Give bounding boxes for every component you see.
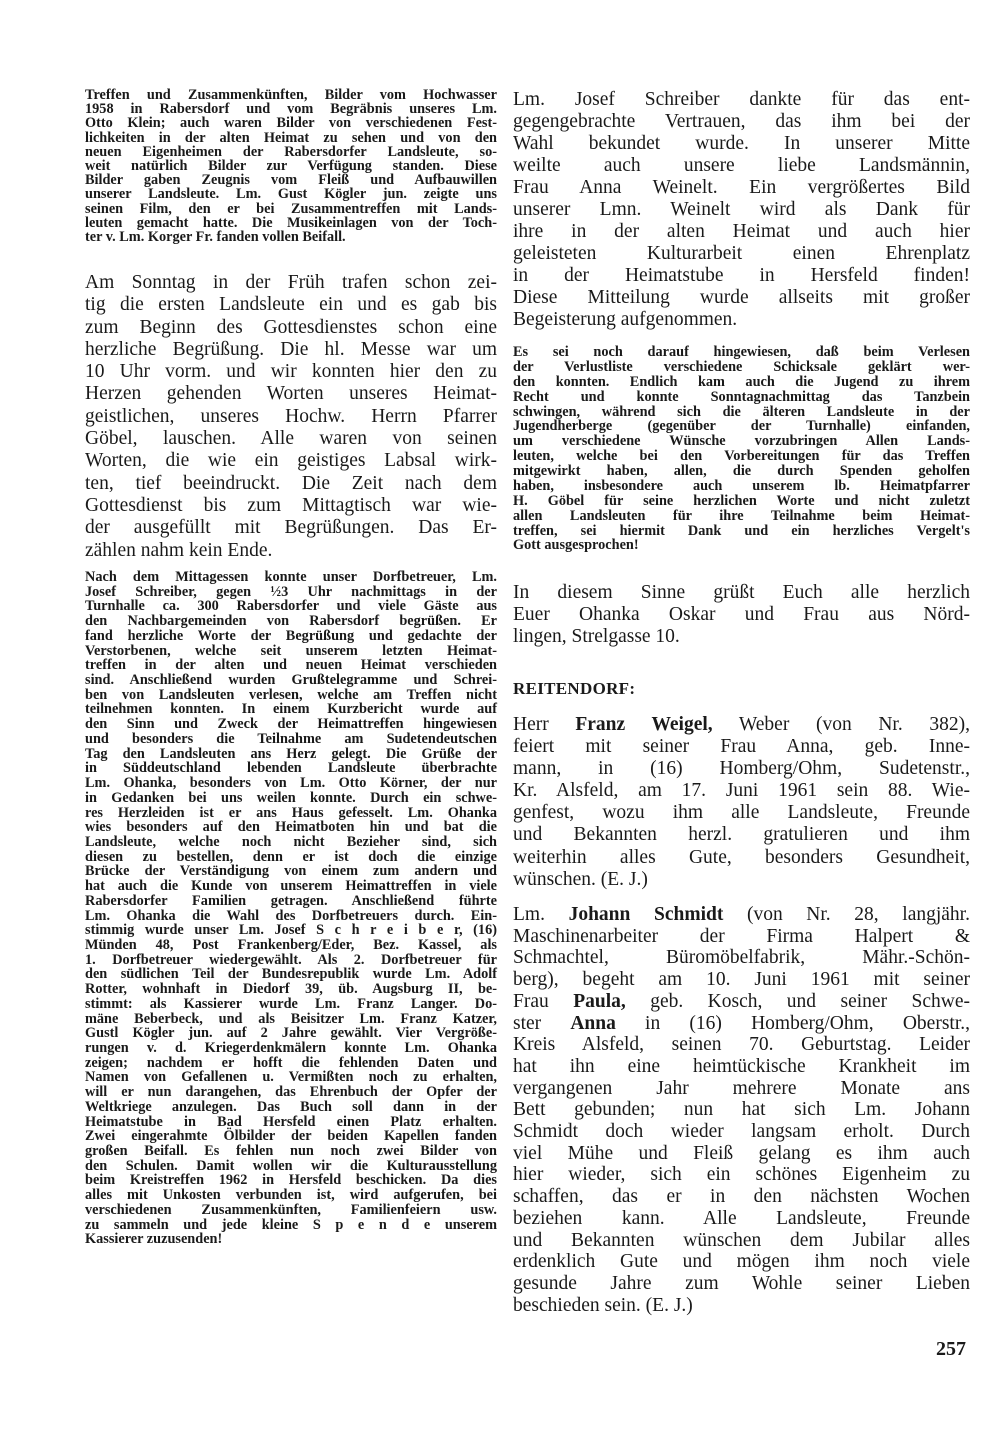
section-heading-reitendorf: REITENDORF: bbox=[513, 679, 636, 698]
text-line: Rotter, wohnhaft in Diedorf 39, üb. Augsburg II, be- bbox=[85, 981, 497, 998]
text-line: neuen Eigenheimen der Rabersdorfer Landsleute, so- bbox=[85, 143, 497, 160]
text-line: vergangenen Jahr mehrere Monate ans bbox=[513, 1077, 970, 1099]
bold-name: Franz Weigel, bbox=[575, 714, 713, 735]
text-line: weit natürlich Bilder zur Verfügung standen. Diese bbox=[85, 158, 497, 175]
text-line: alles mit Unkosten verbunden ist, wird aufgerufen, bei bbox=[85, 1187, 497, 1204]
text-line: der ausgefüllt mit Begrüßungen. Das Er- bbox=[85, 517, 497, 539]
text-line: Göbel, lauschen. Alle waren von seinen bbox=[85, 428, 497, 450]
text-line: geistlichen, unseres Hochw. Herrn Pfarrer bbox=[85, 405, 497, 427]
text-line: beziehen kann. Alle Landsleute, Freunde bbox=[513, 1207, 970, 1229]
text-line: Verstorbenen, welche seit unserem letzten Heimat- bbox=[85, 642, 497, 659]
paragraph-afternoon-meeting bbox=[85, 570, 497, 1247]
text-line: Bilder gaben Zeugnis vom Fleiß und Aufbauwillen bbox=[85, 172, 497, 189]
text-line: den Nachbargemeinden von Rabersdorf begrüßen. Er bbox=[85, 613, 497, 630]
text-line: zu sammeln und jede kleine S p e n d e unserem bbox=[85, 1216, 497, 1233]
text-segment: ster bbox=[513, 1012, 571, 1034]
text-line: tig die ersten Landsleute ein und es gab bis bbox=[85, 294, 497, 316]
text-line: wünschen. (E. J.) bbox=[513, 868, 648, 890]
text-line: den konnten. Endlich kam auch die Jugend zu ihrem bbox=[513, 373, 970, 390]
text-line: Schmidt doch wieder langsam erholt. Durch bbox=[513, 1121, 970, 1143]
text-line: Namen von Gefallenen u. Vermißten noch zu erhalten, bbox=[85, 1069, 497, 1086]
text-line: mitgewirkt haben, allen, die durch Spenden geholfen bbox=[513, 463, 970, 479]
text-line: und Bekannten wünschen dem Jubilar alles bbox=[513, 1229, 970, 1251]
text-line: Maschinenarbeiter der Firma Halpert & bbox=[513, 925, 970, 947]
text-line: berg), begeht am 10. Juni 1961 mit seiner bbox=[513, 969, 970, 991]
text-line: mann, in (16) Homberg/Ohm, Sudetenstr., bbox=[513, 758, 970, 780]
text-segment: Lm. bbox=[513, 904, 569, 925]
text-line: Frau Anna Weinelt. Ein vergrößertes Bild bbox=[513, 177, 970, 198]
text-line: Lm. Ohanka, besonders von Lm. Otto Körner, der nur bbox=[85, 775, 497, 792]
text-line: Zwei eingerahmte Ölbilder der beiden Kapellen fanden bbox=[85, 1128, 497, 1145]
text-line: in Gedanken bei uns weilen konnte. Durch ein schwe- bbox=[85, 789, 497, 806]
text-line: ben von Landsleuten verlesen, welche am Treffen nicht bbox=[85, 686, 497, 703]
text-line: leuten, welche bei den Vorbereitungen für das Treffen bbox=[513, 448, 970, 465]
text-line: den Sinn und Zweck der Heimattreffen hingewiesen bbox=[85, 716, 497, 733]
text-line: in Süddeutschland lebenden Landsleute überbrachte bbox=[85, 760, 497, 777]
text-line: gegengebrachte Vertrauen, das ihm bei der bbox=[513, 111, 970, 132]
text-line: um verschiedene Wünsche vorzubringen Allen Lands- bbox=[513, 433, 970, 450]
text-line: hat auch die Kunde von unserem Heimattreffen in viele bbox=[85, 878, 497, 895]
text-line: Schmachtel, Büromöbelfabrik, Mähr.-Schön- bbox=[513, 947, 970, 969]
text-segment: geb. Kosch, und seiner Schwe- bbox=[625, 990, 970, 1012]
text-line: treffen in der alten und neuen Heimat verschieden bbox=[85, 657, 497, 674]
text-line: 10 Uhr vorm. und wir konnten hier den zu bbox=[85, 361, 497, 383]
text-line: Kr. Alsfeld, am 17. Juni 1961 sein 88. Wie- bbox=[513, 780, 970, 802]
text-line: unserer Lmn. Weinelt wird als Dank für bbox=[513, 199, 970, 220]
text-line: beim Kreistreffen 1962 in Hersfeld beschicken. Da dies bbox=[85, 1172, 497, 1189]
bold-name: Anna bbox=[570, 1012, 616, 1034]
text-line: Diese Mitteilung wurde allseits mit großer bbox=[513, 287, 970, 308]
text-line: Herzen gehenden Worten unseres Heimat- bbox=[85, 383, 497, 405]
text-line: und Bekannten herzl. gratulieren und ihm bbox=[513, 824, 970, 846]
text-line: und besonders die Teilnahme am Sudetendeutschen bbox=[85, 730, 497, 747]
paragraph-closing-notes bbox=[513, 345, 970, 553]
text-line: zum Beginn des Gottesdienstes schon eine bbox=[85, 316, 497, 338]
text-line: feiert mit seiner Frau Anna, geb. Inne- bbox=[513, 736, 970, 758]
text-segment: in (16) Homberg/Ohm, Oberstr., bbox=[615, 1012, 970, 1034]
text-line: Am Sonntag in der Früh trafen schon zei- bbox=[85, 272, 497, 293]
text-line: lichkeiten in der alten Heimat zu sehen und von den bbox=[85, 129, 497, 146]
text-line: unserer Landsleute. Lm. Gust Kögler jun. zeigte uns bbox=[85, 186, 497, 203]
text-line: leuten gemacht hatte. Die Musikeinlagen von der Toch- bbox=[85, 214, 497, 231]
text-line: zeigen; nachdem er hofft die fehlenden Daten und bbox=[85, 1054, 497, 1071]
text-line: genfest, wozu ihm alle Landsleute, Freunde bbox=[513, 802, 970, 824]
text-line: den südlichen Teil der Bundesrepublik wurde Lm. Adolf bbox=[85, 966, 497, 983]
text-line: Lm. Ohanka die Wahl des Dorfbetreuers durch. Ein- bbox=[85, 907, 497, 924]
text-line: haben, insbesondere auch unserem lb. Heimatpfarrer bbox=[513, 477, 970, 494]
text-line: geleisteten Kulturarbeit einen Ehrenplatz bbox=[513, 243, 970, 264]
paragraph-photo-show bbox=[85, 88, 497, 244]
text-line: Heimatstube in Bad Hersfeld einen Platz erhalten. bbox=[85, 1113, 497, 1130]
paragraph-franz-weigel bbox=[513, 714, 970, 891]
paragraph-greeting-signoff bbox=[513, 582, 970, 648]
text-line: seinen Film, den er bei Zusammentreffen mit Lands- bbox=[85, 200, 497, 217]
text-line: ten, tief beeindruckt. Die Zeit nach dem bbox=[85, 472, 497, 494]
text-line: Treffen und Zusammenkünften, Bilder vom Hochwasser bbox=[85, 87, 497, 103]
text-line: Landsleute, welche noch nicht Bezieher sind, sich bbox=[85, 833, 497, 850]
text-line: Gottesdienst bis zum Mittagtisch war wie- bbox=[85, 494, 497, 516]
text-line: Tag den Landsleuten ans Herz gelegt. Die Grüße der bbox=[85, 745, 497, 762]
text-line: erdenklich Gute und mögen ihm noch viele bbox=[513, 1251, 970, 1273]
text-line: stimmig wurde unser Lm. Josef S c h r e i b e r, (16) bbox=[85, 922, 497, 939]
text-line: hier wieder, sich ein schönes Eigenheim zu bbox=[513, 1164, 970, 1186]
text-line: in der Heimatstube in Hersfeld finden! bbox=[513, 265, 970, 286]
text-line: treffen, sei hiermit Dank und ein herzliches Vergelt's bbox=[513, 522, 970, 539]
text-line: Brücke der Verständigung von einem zum andern und bbox=[85, 863, 497, 880]
text-line: Kreis Alsfeld, seinen 70. Geburtstag. Leider bbox=[513, 1034, 970, 1056]
text-line: In diesem Sinne grüßt Euch alle herzlich bbox=[513, 582, 970, 603]
text-line: weilte auch unsere liebe Landsmännin, bbox=[513, 155, 970, 176]
text-line: Bett gebunden; nun hat sich Lm. Johann bbox=[513, 1099, 970, 1121]
text-line: Kassierer zuzusenden! bbox=[85, 1231, 223, 1248]
text-line bbox=[513, 991, 970, 1013]
text-line: 1958 in Rabersdorf und vom Begräbnis unseres Lm. bbox=[85, 101, 497, 118]
text-line: Josef Schreiber, gegen ½3 Uhr nachmittags in der bbox=[85, 583, 497, 600]
text-segment: Frau bbox=[513, 990, 574, 1012]
text-segment: Weber (von Nr. 382), bbox=[712, 714, 970, 735]
text-line: gesunde Jahre zum Wohle seiner Lieben bbox=[513, 1272, 970, 1294]
paragraph-sunday-mass bbox=[85, 272, 497, 562]
text-line: Recht und konnte Sonntagnachmittag das Tanzbein bbox=[513, 388, 970, 405]
text-segment: Herr bbox=[513, 714, 576, 735]
text-line: Lm. Josef Schreiber dankte für das ent- bbox=[513, 89, 970, 110]
text-line: wies besonders auf den Heimatboten hin und bat die bbox=[85, 819, 497, 836]
text-line: Rabersdorfer Familien getragen. Anschließend führte bbox=[85, 892, 497, 909]
text-line: H. Göbel für seine herzlichen Worte und nicht zuletzt bbox=[513, 492, 970, 509]
text-line: Worten, die wie ein geistiges Labsal wirk- bbox=[85, 450, 497, 472]
text-line: fand herzliche Worte der Begrüßung und gedachte der bbox=[85, 627, 497, 644]
text-line: mäne Beberbeck, und als Beisitzer Lm. Franz Katzer, bbox=[85, 1010, 497, 1027]
text-line: schaffen, das er in den nächsten Wochen bbox=[513, 1186, 970, 1208]
text-line: Jugendherberge (gegenüber der Turnhalle) einfanden, bbox=[513, 418, 970, 435]
text-line: Münden 48, Post Frankenberg/Eder, Bez. Kassel, als bbox=[85, 936, 497, 953]
text-line: allen Landsleuten für ihre Teilnahme beim Heimat- bbox=[513, 507, 970, 524]
text-line: Turnhalle ca. 300 Rabersdorfer und viele Gäste aus bbox=[85, 598, 497, 615]
text-line: der Verlustliste verschiedene Schicksale geklärt wer- bbox=[513, 358, 970, 375]
text-line: ter v. Lm. Korger Fr. fanden vollen Beifall. bbox=[85, 229, 346, 246]
text-line: hat ihn eine heimtückische Krankheit im bbox=[513, 1055, 970, 1077]
text-line: den Schulen. Damit wollen wir die Kulturausstellung bbox=[85, 1157, 497, 1174]
text-line bbox=[513, 1013, 970, 1035]
text-line: teilnehmen konnten. In einem Kurzbericht wurde auf bbox=[85, 701, 497, 718]
bold-name: Paula, bbox=[573, 990, 626, 1012]
text-line: Wahl bekundet wurde. In unserer Mitte bbox=[513, 133, 970, 154]
text-line: herzliche Begrüßung. Die hl. Messe war um bbox=[85, 338, 497, 360]
text-line: großen Beifall. Es fehlen nun noch zwei Bilder von bbox=[85, 1143, 497, 1160]
text-line: beschieden sein. (E. J.) bbox=[513, 1294, 693, 1316]
text-line: rungen v. d. Kriegerdenkmälern konnte Lm. Ohanka bbox=[85, 1040, 497, 1056]
paragraph-thanks-schreiber bbox=[513, 89, 970, 331]
text-line: lingen, Strelgasse 10. bbox=[513, 626, 680, 647]
text-segment: (von Nr. 28, langjähr. bbox=[723, 904, 970, 925]
bold-name: Johann Schmidt bbox=[568, 904, 724, 925]
text-line: Nach dem Mittagessen konnte unser Dorfbetreuer, Lm. bbox=[85, 569, 497, 585]
text-line: diesen zu bestellen, denn er ist doch die einzige bbox=[85, 848, 497, 865]
text-line: Otto Klein; auch waren Bilder von verschiedenen Fest- bbox=[85, 115, 497, 132]
text-line: Euer Ohanka Oskar und Frau aus Nörd- bbox=[513, 604, 970, 625]
text-line: sind. Anschließend wurden Grußtelegramme und Schrei- bbox=[85, 672, 497, 689]
paragraph-johann-schmidt bbox=[513, 904, 970, 1316]
text-line: schwingen, während sich die älteren Landsleute in der bbox=[513, 403, 970, 420]
text-line: ihre in der alten Heimat und auch hier bbox=[513, 221, 970, 242]
text-line: Gustl Kögler jun. auf 2 Jahre gewählt. Vier Vergröße- bbox=[85, 1025, 497, 1042]
text-line bbox=[513, 904, 970, 926]
page-number: 257 bbox=[936, 1338, 966, 1360]
text-line: Begeisterung aufgenommen. bbox=[513, 309, 738, 330]
text-line: viel Mühe und Fleiß gelang es ihm auch bbox=[513, 1142, 970, 1164]
text-line: zählen nahm kein Ende. bbox=[85, 539, 273, 561]
text-line: 1. Dorfbetreuer wiedergewählt. Als 2. Dorfbetreuer für bbox=[85, 951, 497, 968]
text-line: Gott ausgesprochen! bbox=[513, 537, 639, 554]
text-line bbox=[513, 714, 970, 736]
text-line: Weltkriege anzulegen. Das Buch soll dann in der bbox=[85, 1098, 497, 1115]
text-line: Es sei noch darauf hingewiesen, daß beim Verlesen bbox=[513, 344, 970, 360]
text-line: res Herzleiden ist er ans Haus gefesselt. Lm. Ohanka bbox=[85, 804, 497, 821]
text-line: verschiedenen Zusammenkünften, Familienfeiern usw. bbox=[85, 1201, 497, 1218]
text-line: weiterhin alles Gute, besonders Gesundheit, bbox=[513, 846, 970, 868]
text-line: stimmt: als Kassierer wurde Lm. Franz Langer. Do- bbox=[85, 995, 497, 1012]
text-line: will er nun darangehen, das Ehrenbuch der Opfer der bbox=[85, 1084, 497, 1101]
